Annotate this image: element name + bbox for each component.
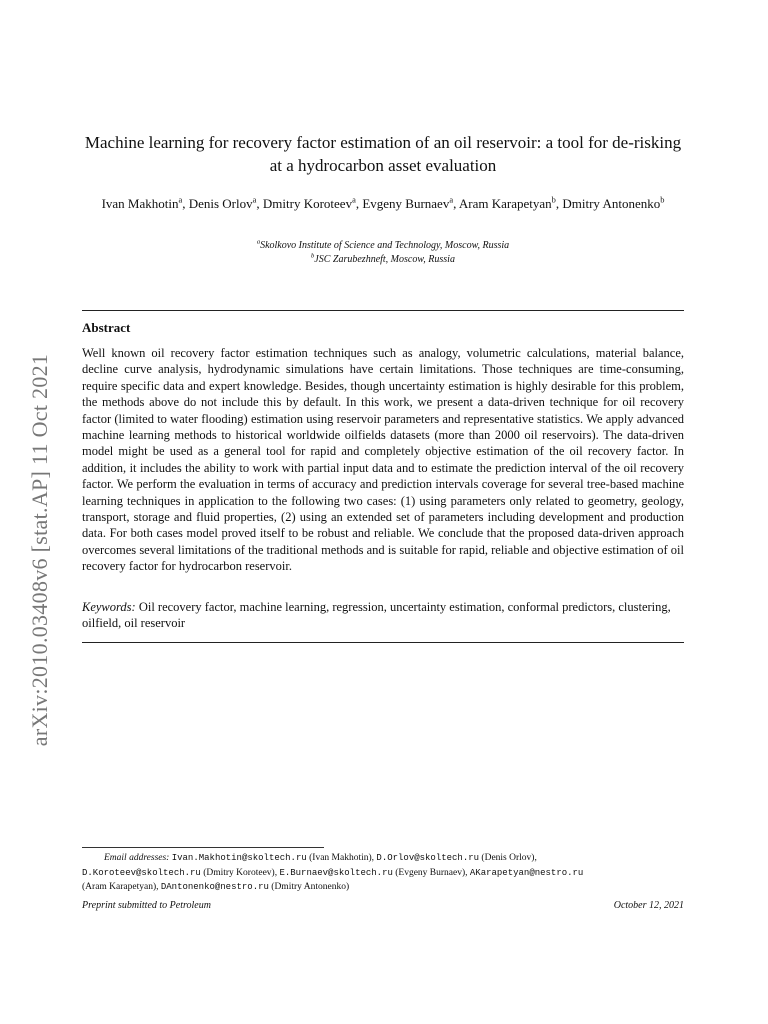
email-link[interactable]: AKarapetyan@nestro.ru <box>469 867 584 878</box>
footer-date: October 12, 2021 <box>613 900 684 911</box>
email-link[interactable]: E.Burnaev@skoltech.ru <box>279 867 393 878</box>
email-footnote: Email addresses: Ivan.Makhotin@skoltech.ru (Ivan Makhotin), D.Orlov@skoltech.ru (Denis Orlov), D.Koroteev@skoltech.ru (Dmitry Koroteev), E.Burnaev@skoltech.ru (Evgeny Burnaev), AKarapetyan@nestro.ru (Aram Karapetyan), DAntonenko@nestro.ru (Dmitry Antonenko) <box>82 853 584 892</box>
email-link[interactable]: DAntonenko@nestro.ru <box>160 882 269 892</box>
email-link[interactable]: Ivan.Makhotin@skoltech.ru <box>171 853 307 863</box>
abstract-heading: Abstract <box>82 320 131 335</box>
affiliation: $^b$JSC Zarubezhneft, Moscow, Russia <box>311 252 455 265</box>
author-list <box>82 196 684 212</box>
page-footer <box>82 900 684 911</box>
affiliation: $^a$Skolkovo Institute of Science and Technology, Moscow, Russia <box>256 238 510 251</box>
keywords <box>82 599 684 632</box>
author: Denis Orlov$^a$, <box>188 194 263 211</box>
author: Aram Karapetyan$^b$, <box>458 194 563 211</box>
arxiv-side-stamp <box>20 330 60 770</box>
email-link[interactable]: D.Orlov@skoltech.ru <box>376 853 480 863</box>
abstract-text: Well known oil recovery factor estimation techniques such as analogy, volumetric calculations, material balance, decline curve analysis, hydrodynamic simulations have certain limitations. Those techniques are time-consuming, require specific data and expert knowledge. Besides, though uncertainty estimation is highly desirable for this problem, the methods above do not include this by default. In this work, we present a data-driven technique for oil recovery factor (limited to water flooding) estimation using reservoir parameters and representative statistics. We apply advanced machine learning methods to historical worldwide oilfields datasets (more than 2000 oil reservoirs). The data-driven model might be used as a general tool for rapid and completely objective estimation of the oil recovery factor. In addition, it includes the ability to work with partial input data and to estimate the prediction interval of the oil recovery factor. We perform the evaluation in terms of accuracy and prediction intervals coverage for several tree-based machine learning techniques in application to the following two cases: (1) using parameters only related to geometry, geology, transport, storage and fluid properties, (2) using an extended set of parameters including development and production data. For both cases model proved itself to be robust and reliable. We conclude that the proposed data-driven approach overcomes several limitations of the traditional methods and is suitable for rapid, reliable and objective estimation of oil recovery factor for hydrocarbon reservoir. <box>82 346 684 574</box>
author: Dmitry Koroteev$^a$, <box>262 194 363 211</box>
abstract-bottom-rule <box>82 642 684 643</box>
arxiv-identifier: arXiv:2010.03408v6 [stat.AP] 11 Oct 2021 <box>27 353 53 747</box>
footer-venue: Preprint submitted to Petroleum <box>82 900 211 911</box>
affiliations <box>82 239 684 267</box>
email-link[interactable]: D.Koroteev@skoltech.ru <box>82 867 201 878</box>
paper-title: Machine learning for recovery factor estimation of an oil reservoir: a tool for de-risking at a hydrocarbon asset evaluation <box>84 133 682 175</box>
footnote-label: Email addresses: <box>104 853 170 863</box>
abstract-top-rule <box>82 310 684 311</box>
author: Evgeny Burnaev$^a$, <box>362 194 459 211</box>
author: Dmitry Antonenko$^b$ <box>562 194 665 211</box>
footnote-rule <box>82 847 324 848</box>
keywords-label: Keywords: <box>82 600 136 614</box>
keywords-text: Oil recovery factor, machine learning, regression, uncertainty estimation, conformal predictors, clustering, oilfield, oil reservoir <box>82 600 671 631</box>
author: Ivan Makhotin$^a$, <box>101 194 189 211</box>
